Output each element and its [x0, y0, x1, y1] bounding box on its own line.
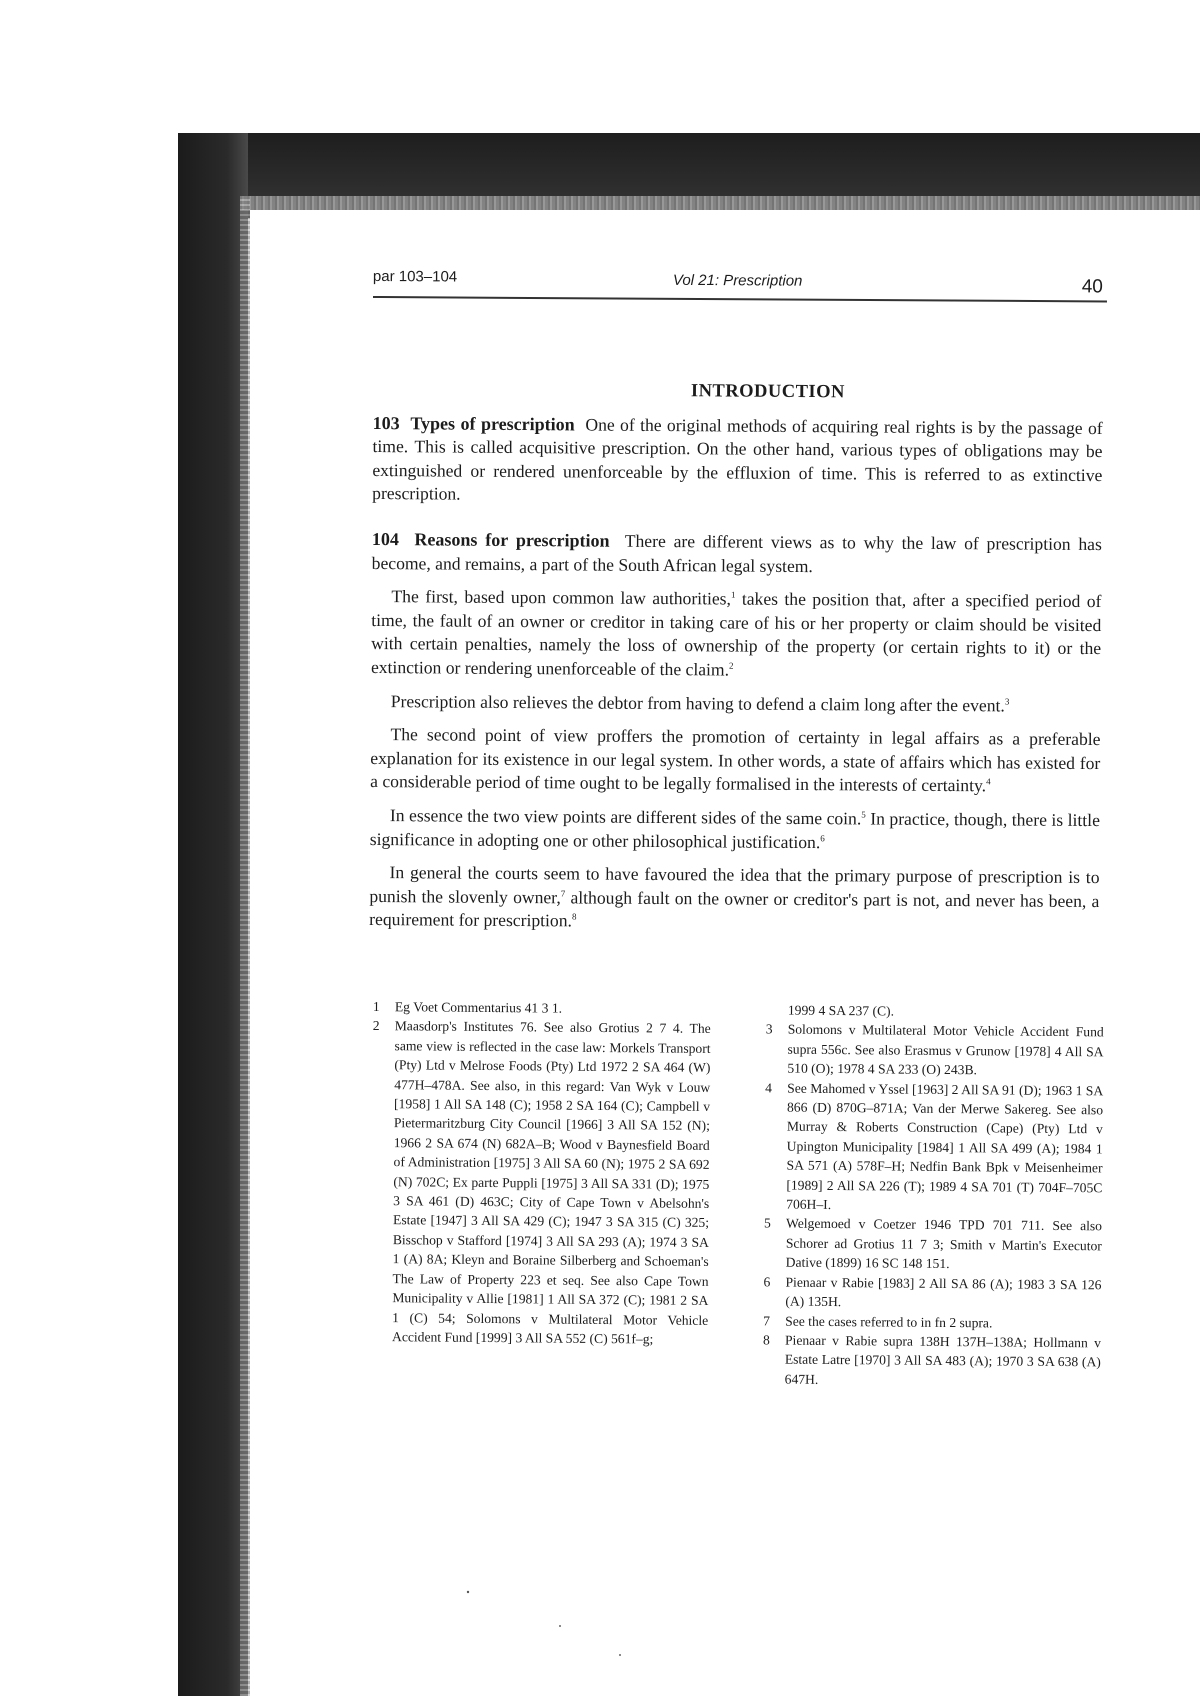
footnote-text: Welgemoed v Coetzer 1946 TPD 701 711. See also Schorer ad Grotius 11 7 3; Smith v Martin's Executor Dative (1899) 16 SC 148 151.	[785, 1216, 1103, 1272]
paragraph-debtor	[371, 690, 1101, 719]
footnote-3	[765, 1020, 1103, 1081]
footnote-ref-3[interactable]: 3	[1004, 696, 1010, 707]
paragraph-text: The first, based upon common law authorities,	[391, 586, 732, 609]
paragraph-range: par 103–104	[372, 267, 458, 286]
footnote-column-right	[763, 1000, 1104, 1391]
body-text	[369, 378, 1103, 937]
footnote-ref-1[interactable]: 1	[730, 589, 736, 600]
paragraph-essence	[370, 804, 1100, 856]
paragraph-courts	[369, 861, 1099, 937]
footnote-4	[764, 1078, 1103, 1217]
footnote-8	[763, 1330, 1101, 1391]
section-text: There are different views as to why the law of prescription has become, and remains, a part of the South African legal system.	[371, 530, 1102, 576]
chapter-heading: INTRODUCTION	[690, 381, 845, 403]
paragraph-second-view	[370, 723, 1100, 799]
footnote-ref-7[interactable]: 7	[560, 888, 566, 899]
footnote-text: Eg Voet Commentarius 41 3 1.	[394, 999, 563, 1016]
page-edge-left	[240, 196, 250, 1696]
footnote-text: Maasdorp's Institutes 76. See also Grotius 2 7 4. The same view is reflected in the case law: Morkels Transport (Pty) Ltd v Melrose Foods (Pty) Ltd 1972 2 SA 464 (W) 477H–478A. See also, in this regard: Van Wyk v Louw [1958] 1 All SA 148 (C); 1958 2 SA 164 (C); Campbell v Pietermaritzburg City Council [1966] 3 All SA 152 (N); 1966 2 SA 674 (N) 682A–B; Wood v Baynesfield Board of Administration [1975] 3 All SA 60 (N); 1975 2 SA 692 (N) 702C; Ex parte Puppli [1975] 3 All SA 331 (D); 1975 3 SA 461 (D) 463C; City of Cape Town v Abelsohn's Estate [1947] 3 All SA 429 (C); 1947 3 SA 315 (C) 325; Bisschop v Stafford [1974] 3 All SA 293 (A); 1974 3 SA 1 (A) 8A; Kleyn and Boraine Silberberg and Schoeman's The Law of Property 223 et seq. See also Cape Town Municipality v Allie [1981] 1 All SA 372 (C); 1981 2 SA 1 (C) 54; Solomons v Multilateral Motor Vehicle Accident Fund [1999] 3 All SA 552 (C) 561f–g;	[391, 1018, 711, 1347]
paragraph-text: In practice, though, there is little significance in adopting one or other philosophical justification.	[369, 808, 1101, 852]
paragraph-text: In general the courts seem to have favoured the idea that the primary purpose of prescription is to punish the slovenly owner,	[369, 862, 1100, 908]
section-text: One of the original methods of acquiring real rights is by the passage of time. This is called acquisitive prescription. On the other hand, various types of obligations may be extinguished or rendered unenforceable by the effluxion of time. This is referred to as extinctive prescription.	[372, 414, 1103, 504]
paragraph-text: The second point of view proffers the promotion of certainty in legal affairs as a preferable explanation for its existence in our legal system. In other words, a state of affairs which has existed for a considerable period of time ought to be legally formalised in the interests of certainty.	[370, 724, 1101, 796]
footnotes	[370, 997, 1108, 1387]
footnote-column-left	[370, 997, 711, 1349]
section-number: 103	[372, 412, 400, 433]
section-103-paragraph	[372, 412, 1103, 511]
footnote-number: 3	[765, 1021, 773, 1037]
section-104-intro	[372, 528, 1102, 580]
page-edge-top	[240, 196, 1200, 210]
scanner-shadow-left	[178, 133, 248, 1696]
section-104	[369, 528, 1102, 937]
section-number: 104	[371, 528, 399, 550]
footnote-text: See Mahomed v Yssel [1963] 2 All SA 91 (D); 1963 1 SA 866 (D) 870G–871A; Van der Merwe Sakereg. See also Murray & Roberts Construction (Cape) (Pty) Ltd v Upington Municipality [1984] 1 All SA 499 (A); 1984 1 SA 571 (A) 578F–H; Nedfin Bank Bpk v Meisenheimer [1989] 2 All SA 226 (T); 1989 4 SA 701 (T) 704F–705C 706H–I.	[786, 1080, 1104, 1213]
paragraph-text: Prescription also relieves the debtor from having to defend a claim long after the event.	[390, 690, 1005, 715]
footnote-number: 2	[372, 1018, 380, 1034]
footnote-ref-4[interactable]: 4	[986, 776, 991, 787]
footnote-ref-5[interactable]: 5	[861, 809, 866, 820]
footnote-2	[370, 1016, 711, 1349]
footnote-5	[764, 1214, 1102, 1275]
paragraph-first-view	[371, 585, 1102, 684]
footnote-ref-8[interactable]: 8	[571, 911, 577, 922]
running-head	[373, 264, 1103, 298]
section-title: Types of prescription	[410, 412, 575, 435]
section-103	[372, 412, 1103, 511]
footnote-ref-2[interactable]: 2	[729, 660, 734, 671]
footnote-text: See the cases referred to in fn 2 supra.	[785, 1313, 993, 1330]
footnote-number: 7	[763, 1312, 771, 1328]
footnote-text: Solomons v Multilateral Motor Vehicle Accident Fund supra 556c. See also Erasmus v Grunow [1978] 4 All SA 510 (O); 1978 4 SA 233 (O) 243B.	[787, 1022, 1104, 1078]
footnote-number: 5	[763, 1215, 771, 1231]
footnote-number: 4	[765, 1080, 773, 1096]
footnote-number: 1	[372, 998, 380, 1015]
footnote-ref-6[interactable]: 6	[820, 832, 825, 843]
footnote-number: 6	[763, 1274, 771, 1290]
paragraph-text: although fault on the owner or creditor's part is not, and never has been, a requirement for prescription.	[369, 887, 1100, 931]
section-title: Reasons for prescription	[414, 529, 610, 551]
footnote-6	[763, 1272, 1101, 1314]
page-number: 40	[1081, 276, 1103, 298]
paragraph-text: takes the position that, after a specified period of time, the fault of an owner or creditor in taking care of his or her property or claim should be visited with certain penalties, namely the loss of ownership of the property (or certain rights to it) or the extinction or rendering unenforceable of the claim.	[370, 588, 1102, 680]
volume-title: Vol 21: Prescription	[672, 271, 803, 290]
footnote-number: 8	[762, 1332, 770, 1348]
footnote-2-continued: 1999 4 SA 237 (C).	[787, 1002, 895, 1019]
footnote-text: Pienaar v Rabie supra 138H 137H–138A; Hollmann v Estate Latre [1970] 3 All SA 483 (A); 1970 3 SA 638 (A) 647H.	[784, 1332, 1102, 1387]
paragraph-text: In essence the two view points are different sides of the same coin.	[389, 805, 862, 829]
footnote-text: Pienaar v Rabie [1983] 2 All SA 86 (A); 1983 3 SA 126 (A) 135H.	[785, 1274, 1102, 1310]
